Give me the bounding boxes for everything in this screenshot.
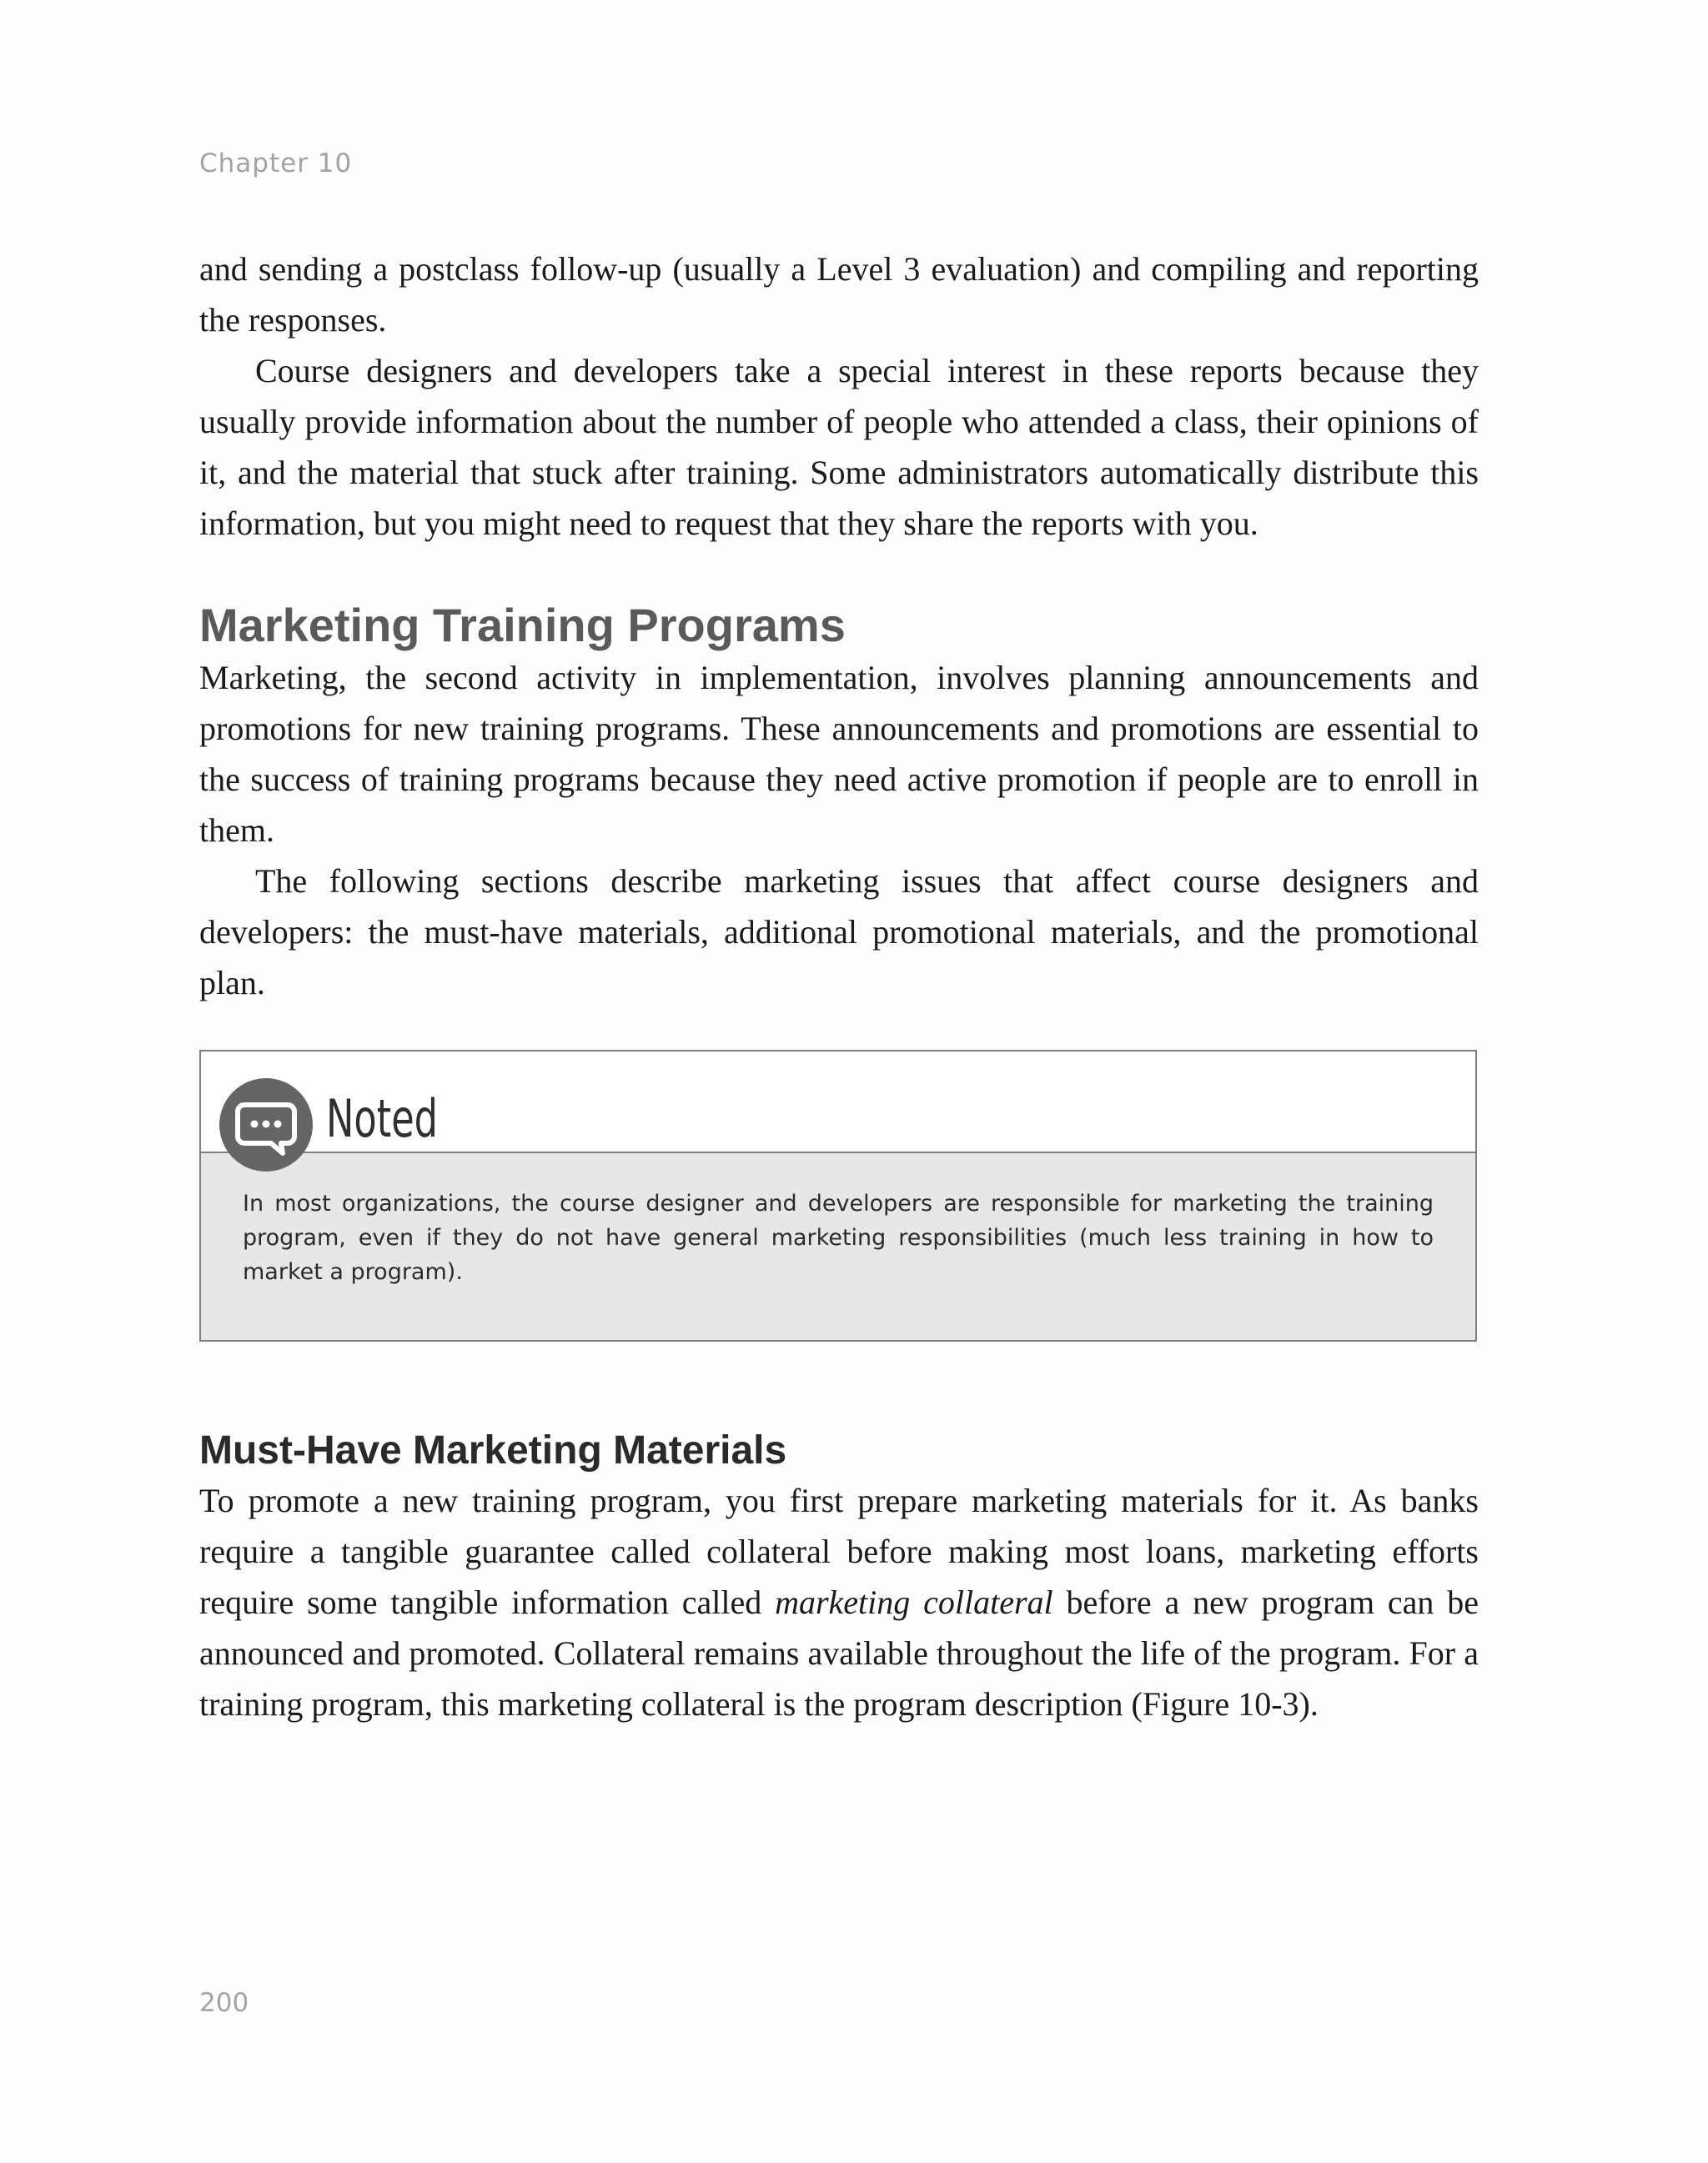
speech-bubble-icon xyxy=(219,1078,313,1172)
paragraph-reports: Course designers and developers take a special interest in these reports because they usually provide information about the number of people who attended a class, their opinions of it, and the material that stuck after training. Some administrators automatically distribute this information, but you might need to request that they share the reports with you. xyxy=(199,352,1479,542)
running-head: Chapter 10 xyxy=(199,148,353,178)
noted-title: Noted xyxy=(326,1088,439,1149)
noted-body xyxy=(201,1153,1475,1340)
page-number: 200 xyxy=(199,1988,249,2018)
paragraph-collateral xyxy=(199,1475,1479,1729)
page-content xyxy=(199,243,1479,1729)
noted-text: In most organizations, the course designer and developers are responsible for marketing the training program, even if they do not have general marketing responsibilities (much less training in how to market a program). xyxy=(243,1191,1434,1285)
collateral-term: marketing collateral xyxy=(775,1583,1053,1621)
paragraph-marketing-intro: Marketing, the second activity in implementation, involves planning announcements and promotions for new training programs. These announcements and promotions are essential to the success of training programs because they need active promotion if people are to enroll in them. xyxy=(199,659,1479,849)
section-heading-marketing: Marketing Training Programs xyxy=(199,599,846,651)
section-heading-must-have: Must-Have Marketing Materials xyxy=(199,1428,787,1473)
paragraph-marketing-sections: The following sections describe marketing issues that affect course designers and developers: the must-have materials, additional promotional materials, and the promotional plan. xyxy=(199,862,1479,1001)
collateral-text-before: To promote a new training program, you first prepare marketing materials for it. As banks require a tangible guarantee called collateral before making most loans, marketing efforts require some tangible information called xyxy=(199,1482,1479,1621)
noted-header xyxy=(201,1051,1475,1153)
noted-callout xyxy=(199,1050,1477,1342)
collateral-text-after: before a new program can be announced and promoted. Collateral remains available throughout the life of the program. For a training program, this marketing collateral is the program description (Figure 10-3). xyxy=(199,1583,1479,1723)
paragraph-continuation: and sending a postclass follow-up (usually a Level 3 evaluation) and compiling and reporting the responses. xyxy=(199,250,1479,339)
